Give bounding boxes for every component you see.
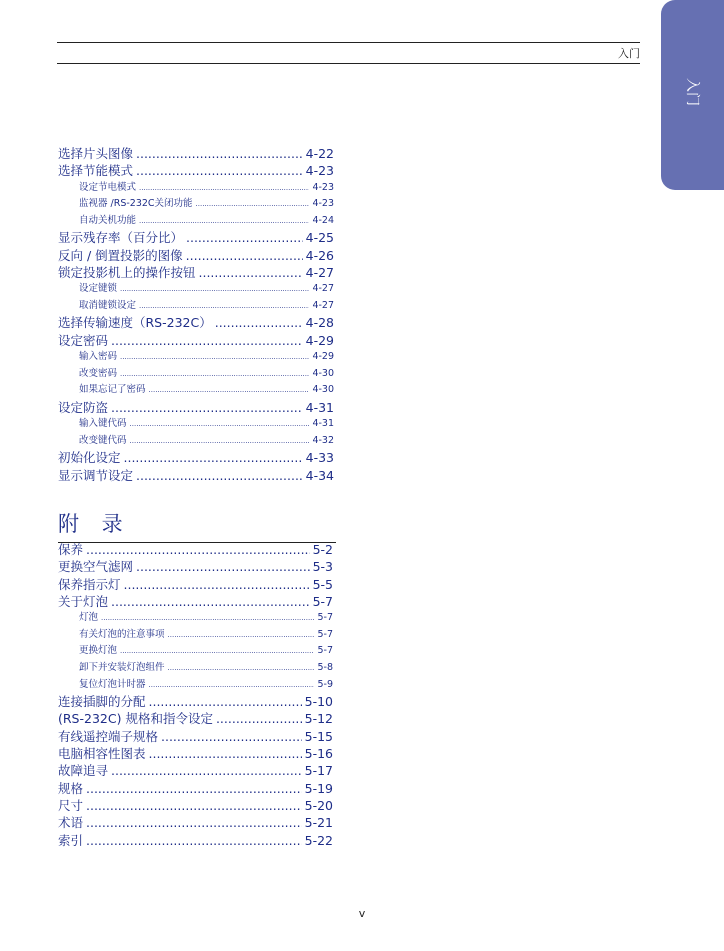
toc-entry-page: 4-30 [312, 367, 334, 379]
toc-leader-dots [149, 745, 302, 762]
toc-subentry[interactable] [58, 349, 334, 366]
side-tab[interactable] [661, 0, 724, 190]
toc-subentry[interactable] [58, 382, 334, 399]
toc-entry-page: 5-2 [312, 542, 333, 557]
toc-entry-page: 4-24 [312, 214, 334, 226]
toc-entry[interactable] [58, 593, 333, 610]
toc-entry-label: 复位灯泡计时器 [79, 678, 146, 690]
toc-entry[interactable] [58, 314, 334, 331]
toc-leader-dots [111, 593, 310, 610]
toc-entry-page: 4-26 [305, 247, 334, 263]
toc-entry-page: 5-16 [304, 746, 333, 762]
toc-entry-page: 4-31 [305, 399, 334, 415]
toc-leader-dots [136, 145, 303, 162]
toc-entry-label: 设定防盗 [58, 399, 109, 415]
toc-entry-page: 5-19 [304, 780, 333, 796]
toc-leader-dots [130, 416, 310, 433]
toc-entry-page: 5-7 [317, 628, 333, 640]
toc-entry-label: 监视器 /RS-232C关闭功能 [79, 198, 193, 210]
toc-leader-dots [136, 162, 303, 179]
toc-subentry[interactable] [58, 213, 334, 230]
toc-entry-page: 4-25 [305, 230, 334, 246]
toc-entry-page: 5-17 [304, 763, 333, 779]
toc-appendix [58, 541, 333, 849]
toc-leader-dots [111, 399, 303, 416]
toc-entry-page: 5-7 [317, 612, 333, 624]
toc-entry-page: 5-3 [312, 559, 333, 575]
toc-entry-page: 4-32 [312, 434, 334, 446]
toc-entry-page: 4-27 [312, 283, 334, 295]
toc-entry[interactable] [58, 797, 333, 814]
toc-entry-page: 4-29 [312, 351, 334, 363]
toc-leader-dots [196, 196, 310, 213]
toc-leader-dots [130, 433, 310, 450]
toc-leader-dots [139, 213, 309, 230]
appendix-heading: 附 录 [58, 508, 336, 543]
toc-entry-label: 保养指示灯 [58, 576, 121, 592]
toc-entry-label: 选择片头图像 [58, 146, 134, 161]
toc-entry-label: 显示残存率（百分比） [58, 230, 184, 246]
toc-entry-page: 5-7 [312, 593, 333, 609]
toc-entry[interactable] [58, 162, 334, 179]
toc-subentry[interactable] [58, 433, 334, 450]
toc-entry[interactable] [58, 264, 334, 281]
toc-entry-label: 电脑相容性图表 [58, 746, 146, 762]
toc-entry-page: 5-7 [317, 645, 333, 657]
toc-entry-label: 选择节能模式 [58, 163, 134, 179]
toc-entry-label: 灯泡 [79, 612, 99, 624]
toc-entry-label: 设定键锁 [79, 283, 118, 295]
toc-leader-dots [120, 366, 309, 383]
toc-leader-dots [168, 660, 315, 677]
toc-entry-label: (RS-232C) 规格和指令设定 [58, 711, 213, 727]
toc-subentry[interactable] [58, 627, 333, 644]
toc-entry-label: 规格 [58, 780, 84, 796]
toc-entry-label: 输入密码 [79, 351, 118, 363]
toc-leader-dots [139, 298, 309, 315]
toc-entry[interactable] [58, 745, 333, 762]
toc-entry[interactable] [58, 541, 333, 558]
toc-leader-dots [161, 728, 302, 745]
toc-entry-page: 5-12 [304, 711, 333, 727]
toc-entry[interactable] [58, 467, 334, 484]
toc-subentry[interactable] [58, 643, 333, 660]
toc-entry[interactable] [58, 814, 333, 831]
toc-leader-dots [86, 832, 302, 849]
toc-leader-dots [120, 643, 314, 660]
toc-subentry[interactable] [58, 677, 333, 694]
toc-entry-label: 有关灯泡的注意事项 [79, 628, 165, 640]
toc-entry-label: 改变键代码 [79, 434, 127, 446]
toc-entry[interactable] [58, 332, 334, 349]
toc-leader-dots [199, 264, 303, 281]
toc-entry[interactable] [58, 399, 334, 416]
toc-subentry[interactable] [58, 610, 333, 627]
toc-leader-dots [216, 710, 302, 727]
toc-entry[interactable] [58, 247, 334, 264]
toc-entry-label: 术语 [58, 815, 84, 831]
toc-leader-dots [86, 780, 302, 797]
toc-subentry[interactable] [58, 660, 333, 677]
header-rule-top [57, 42, 640, 43]
toc-entry-page: 4-23 [312, 198, 334, 210]
toc-entry-page: 4-28 [305, 315, 334, 331]
toc-entry-label: 取消键锁设定 [79, 299, 137, 311]
toc-entry-label: 初始化设定 [58, 450, 121, 466]
toc-entry-label: 更换空气滤网 [58, 559, 134, 575]
side-tab-label: 入门 [683, 78, 700, 106]
toc-leader-dots [186, 247, 303, 264]
toc-entry-label: 连接插脚的分配 [58, 694, 146, 710]
toc-subentry[interactable] [58, 180, 334, 197]
toc-entry[interactable] [58, 762, 333, 779]
toc-entry-label: 选择传输速度（RS-232C） [58, 315, 212, 331]
toc-entry[interactable] [58, 229, 334, 246]
toc-entry-label: 关于灯泡 [58, 593, 109, 609]
toc-leader-dots [136, 467, 303, 484]
toc-entry-label: 自动关机功能 [79, 214, 137, 226]
toc-subentry[interactable] [58, 416, 334, 433]
toc-leader-dots [139, 180, 309, 197]
page-number: v [358, 907, 366, 920]
toc-leader-dots [124, 576, 310, 593]
toc-entry-page: 5-10 [304, 694, 333, 710]
toc-entry-label: 如果忘记了密码 [79, 384, 146, 396]
toc-entry-label: 更换灯泡 [79, 645, 118, 657]
toc-entry-page: 5-21 [304, 815, 333, 831]
toc-leader-dots [124, 449, 303, 466]
toc-entry-page: 4-30 [312, 384, 334, 396]
toc-leader-dots [186, 229, 303, 246]
toc-entry[interactable] [58, 693, 333, 710]
toc-entry[interactable] [58, 832, 333, 849]
toc-entry-label: 锁定投影机上的操作按钮 [58, 264, 196, 280]
toc-leader-dots [101, 610, 314, 627]
toc-part1 [58, 145, 334, 484]
toc-entry[interactable] [58, 728, 333, 745]
toc-entry-label: 设定节电模式 [79, 181, 137, 193]
toc-entry-page: 4-27 [305, 264, 334, 280]
toc-leader-dots [168, 627, 315, 644]
toc-entry-page: 4-23 [312, 181, 334, 193]
toc-entry-label: 有线遥控端子规格 [58, 728, 159, 744]
toc-leader-dots [149, 677, 315, 694]
toc-leader-dots [120, 349, 309, 366]
toc-leader-dots [215, 314, 303, 331]
toc-entry-label: 索引 [58, 832, 84, 848]
toc-entry-page: 4-29 [305, 332, 334, 348]
toc-leader-dots [111, 332, 303, 349]
toc-entry-label: 反向 / 倒置投影的图像 [58, 247, 183, 263]
toc-entry-label: 尺寸 [58, 797, 84, 813]
header-rule-bottom [57, 63, 640, 64]
toc-entry[interactable] [58, 576, 333, 593]
toc-subentry[interactable] [58, 366, 334, 383]
toc-entry-label: 显示调节设定 [58, 467, 134, 483]
toc-subentry[interactable] [58, 281, 334, 298]
toc-entry-label: 设定密码 [58, 332, 109, 348]
toc-entry-page: 4-22 [305, 146, 334, 161]
toc-subentry[interactable] [58, 196, 334, 213]
toc-entry-page: 5-8 [317, 661, 333, 673]
toc-entry-label: 故障追寻 [58, 763, 109, 779]
toc-leader-dots [149, 693, 302, 710]
toc-entry-page: 4-34 [305, 467, 334, 483]
toc-entry-label: 卸下并安装灯泡组件 [79, 661, 165, 673]
toc-entry-page: 5-15 [304, 728, 333, 744]
header-title: 入门 [618, 47, 640, 60]
toc-entry[interactable] [58, 145, 334, 162]
toc-entry-label: 输入键代码 [79, 418, 127, 430]
toc-leader-dots [149, 382, 310, 399]
toc-entry-page: 5-20 [304, 797, 333, 813]
toc-subentry[interactable] [58, 298, 334, 315]
toc-entry-label: 保养 [58, 542, 84, 557]
toc-entry-page: 5-9 [317, 678, 333, 690]
toc-entry[interactable] [58, 710, 333, 727]
toc-entry-page: 4-23 [305, 163, 334, 179]
toc-entry-page: 4-31 [312, 418, 334, 430]
toc-leader-dots [86, 541, 310, 558]
toc-entry-label: 改变密码 [79, 367, 118, 379]
toc-entry-page: 4-33 [305, 450, 334, 466]
toc-leader-dots [86, 814, 302, 831]
toc-entry-page: 4-27 [312, 299, 334, 311]
toc-entry-page: 5-5 [312, 576, 333, 592]
toc-leader-dots [120, 281, 309, 298]
toc-entry[interactable] [58, 449, 334, 466]
toc-entry[interactable] [58, 780, 333, 797]
toc-entry-page: 5-22 [304, 832, 333, 848]
toc-leader-dots [111, 762, 302, 779]
toc-leader-dots [136, 558, 310, 575]
toc-leader-dots [86, 797, 302, 814]
toc-entry[interactable] [58, 558, 333, 575]
